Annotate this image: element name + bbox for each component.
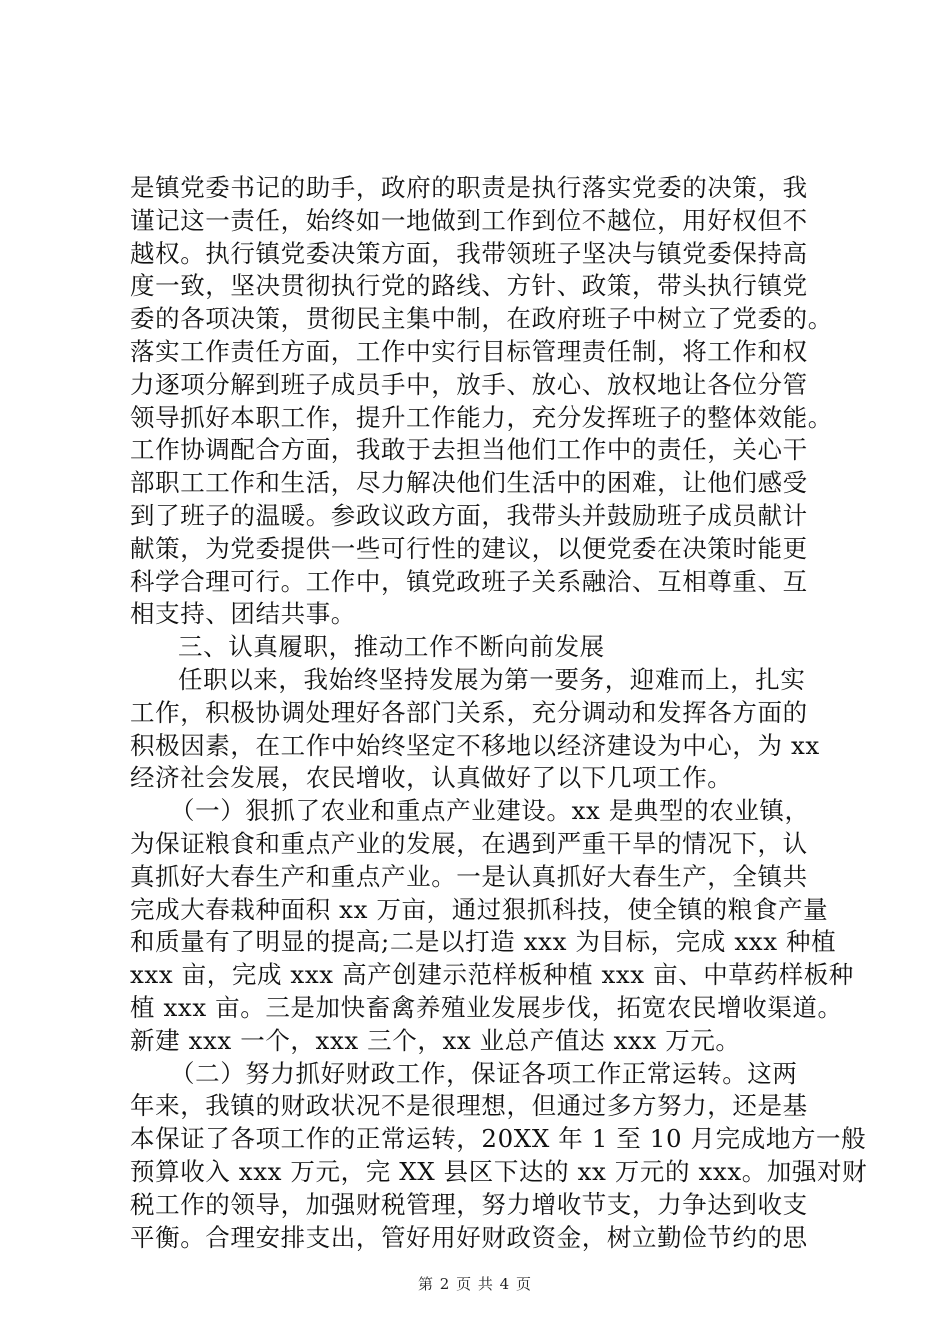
text-line: xxx 亩，完成 xxx 高产创建示范样板种植 xxx 亩、中草药样板种 <box>130 960 854 990</box>
text-line: （二）努力抓好财政工作，保证各项工作正常运转。这两 <box>170 1058 798 1088</box>
text-line: 部职工工作和生活，尽力解决他们生活中的困难，让他们感受 <box>130 468 808 498</box>
section-heading: 三、认真履职，推动工作不断向前发展 <box>178 632 605 662</box>
text-line: （一）狠抓了农业和重点产业建设。xx 是典型的农业镇， <box>170 796 810 826</box>
text-line: 和质量有了明显的提高;二是以打造 xxx 为目标，完成 xxx 种植 <box>130 927 837 957</box>
text-line: 到了班子的温暖。参政议政方面，我带头并鼓励班子成员献计 <box>130 500 808 530</box>
text-line: 经济社会发展，农民增收，认真做好了以下几项工作。 <box>130 763 733 793</box>
text-line: 科学合理可行。工作中，镇党政班子关系融洽、互相尊重、互 <box>130 566 808 596</box>
text-line: 越权。执行镇党委决策方面，我带领班子坚决与镇党委保持高 <box>130 238 808 268</box>
body-text <box>130 172 868 1254</box>
page-number-footer: 第 2 页 共 4 页 <box>418 1275 532 1293</box>
text-line: 谨记这一责任，始终如一地做到工作到位不越位，用好权但不 <box>130 205 808 235</box>
text-line: 献策，为党委提供一些可行性的建议，以便党委在决策时能更 <box>130 533 808 563</box>
text-line: 度一致，坚决贯彻执行党的路线、方针、政策，带头执行镇党 <box>130 271 808 301</box>
text-line: 积极因素，在工作中始终坚定不移地以经济建设为中心，为 xx <box>130 730 820 760</box>
text-line: 是镇党委书记的助手，政府的职责是执行落实党委的决策，我 <box>130 173 808 202</box>
text-line: 任职以来，我始终坚持发展为第一要务，迎难而上，扎实 <box>178 664 806 694</box>
text-line: 完成大春栽种面积 xx 万亩，通过狠抓科技，使全镇的粮食产量 <box>130 894 829 924</box>
text-line: 税工作的领导，加强财税管理，努力增收节支，力争达到收支 <box>130 1189 808 1219</box>
text-line: 真抓好大春生产和重点产业。一是认真抓好大春生产，全镇共 <box>130 861 808 891</box>
text-line: 力逐项分解到班子成员手中，放手、放心、放权地让各位分管 <box>130 369 808 399</box>
text-line: 平衡。合理安排支出，管好用好财政资金，树立勤俭节约的思 <box>130 1222 808 1252</box>
text-line: 新建 xxx 一个，xxx 三个，xx 业总产值达 xxx 万元。 <box>130 1025 741 1055</box>
text-line: 领导抓好本职工作，提升工作能力，充分发挥班子的整体效能。 <box>130 402 833 432</box>
text-line: 年来，我镇的财政状况不是很理想，但通过多方努力，还是基 <box>130 1091 808 1121</box>
text-line: 工作协调配合方面，我敢于去担当他们工作中的责任，关心干 <box>130 435 808 465</box>
text-line: 预算收入 xxx 万元，完 XX 县区下达的 xx 万元的 xxx。加强对财 <box>130 1156 868 1186</box>
text-line: 落实工作责任方面，工作中实行目标管理责任制，将工作和权 <box>130 336 808 366</box>
text-line: 相支持、团结共事。 <box>130 599 356 629</box>
text-line: 植 xxx 亩。三是加快畜禽养殖业发展步伐，拓宽农民增收渠道。 <box>130 992 843 1022</box>
text-line: 为保证粮食和重点产业的发展，在遇到严重干旱的情况下，认 <box>130 828 808 858</box>
text-line: 工作，积极协调处理好各部门关系，充分调动和发挥各方面的 <box>130 697 808 727</box>
text-line: 本保证了各项工作的正常运转，20XX 年 1 至 10 月完成地方一般 <box>130 1124 867 1154</box>
text-line: 委的各项决策，贯彻民主集中制，在政府班子中树立了党委的。 <box>130 304 833 334</box>
